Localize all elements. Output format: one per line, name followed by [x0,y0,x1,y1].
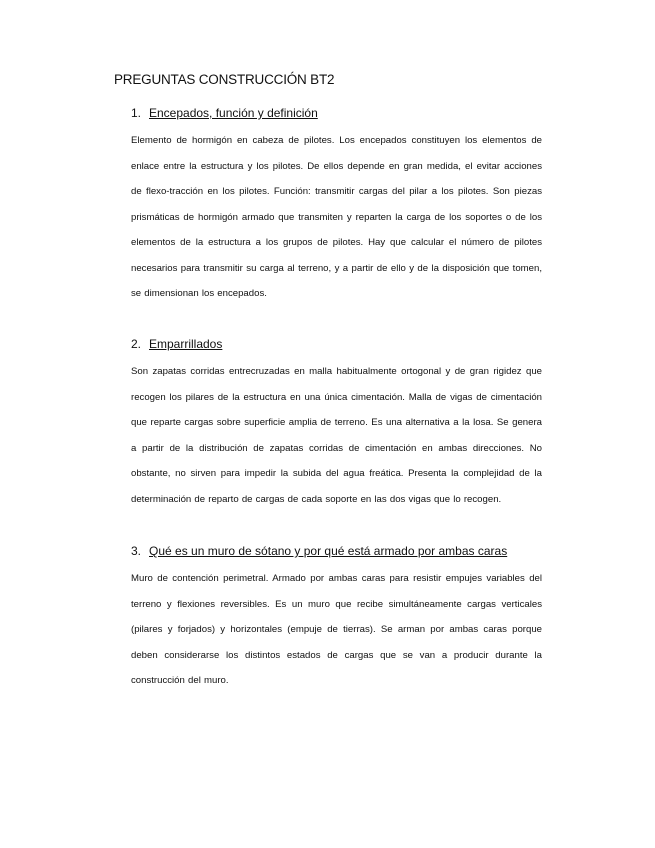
section-muro-sotano [131,542,542,694]
section-title: Encepados, función y definición [149,106,318,120]
section-emparrillados [131,335,542,512]
section-number: 2. [131,337,142,351]
section-heading [131,104,542,122]
section-body: Muro de contención perimetral. Armado por ambas caras para resistir empujes variables del terreno y flexiones reversibles. Es un muro que recibe simultáneamente cargas verticales (pilares y forjados) y horizontales (empuje de tierras). Se arman por ambas caras porque deben considerarse los distintos estados de cargas que se van a producir durante la construcción del muro. [131,573,542,686]
section-title: Emparrillados [149,337,223,351]
document-title: PREGUNTAS CONSTRUCCIÓN BT2 [114,72,335,87]
section-number: 1. [131,106,142,120]
section-heading [131,335,542,353]
section-title: Qué es un muro de sótano y por qué está armado por ambas caras [149,544,508,558]
section-encepados [131,104,542,307]
section-body: Son zapatas corridas entrecruzadas en malla habitualmente ortogonal y de gran rigidez que recogen los pilares de la estructura en una única cimentación. Malla de vigas de cimentación que reparte cargas sobre superficie amplia de terreno. Es una alternativa a la losa. Se genera a partir de la distribución de zapatas corridas de cimentación en ambas direcciones. No obstante, no sirven para impedir la subida del agua freática. Presenta la complejidad de la determinación de reparto de cargas de cada soporte en las dos vigas que lo recogen. [131,366,542,505]
section-body: Elemento de hormigón en cabeza de pilotes. Los encepados constituyen los elementos de enlace entre la estructura y los pilotes. De ellos depende en gran medida, el evitar acciones de flexo-tracción en los pilotes. Función: transmitir cargas del pilar a los pilotes. Son piezas prismáticas de hormigón armado que transmiten y reparten la carga de los soportes o de los elementos de la estructura a los grupos de pilotes. Hay que calcular el número de pilotes necesarios para transmitir su carga al terreno, y a partir de ello y de la disposición que tomen, se dimensionan los encepados. [131,135,542,299]
section-heading [131,542,542,560]
section-number: 3. [131,544,142,558]
